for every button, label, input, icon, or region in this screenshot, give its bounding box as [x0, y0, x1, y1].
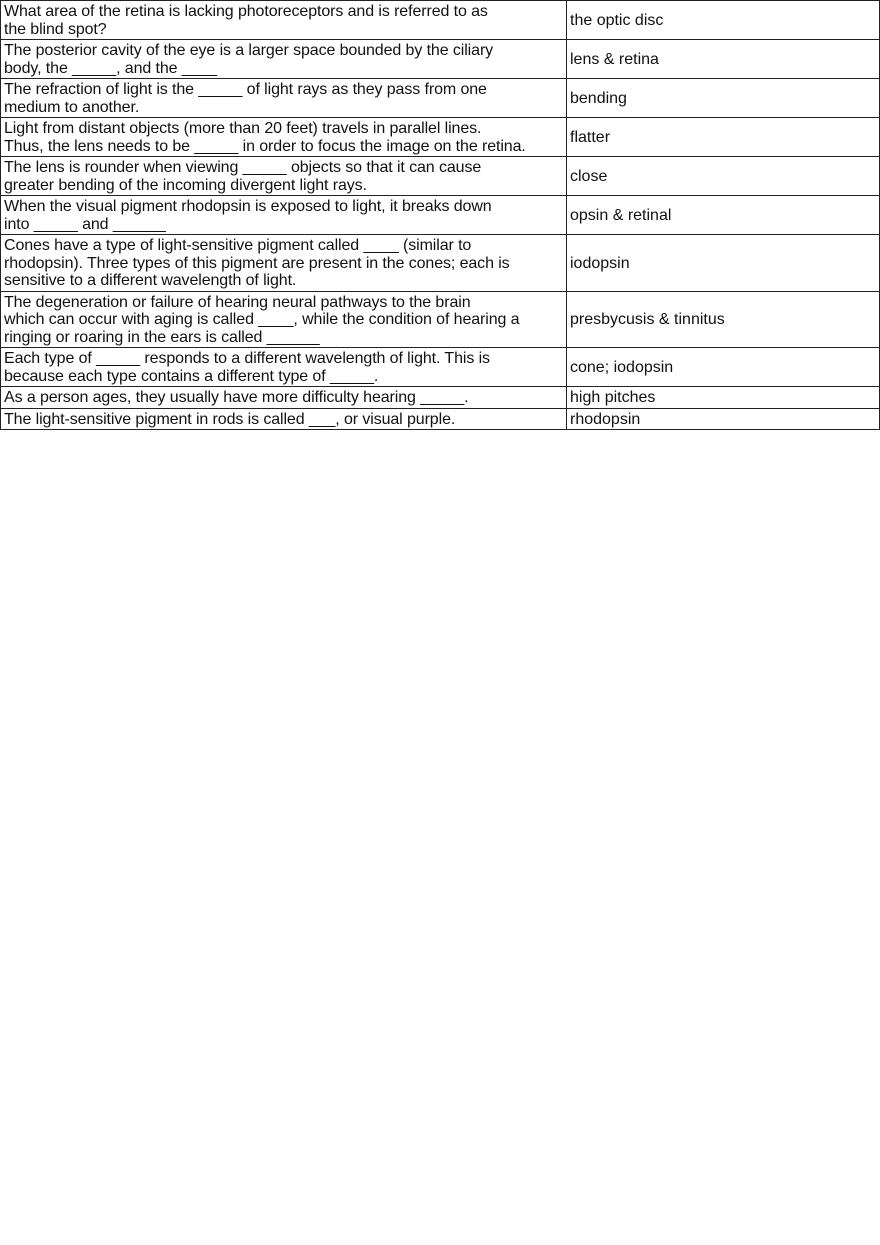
answer-cell: iodopsin	[567, 235, 880, 292]
question-cell: Cones have a type of light-sensitive pigment called ____ (similar to rhodopsin). Three types of this pigment are present in the cones; each is sensitive to a different wavelength of light.	[1, 235, 567, 292]
answer-cell: lens & retina	[567, 40, 880, 79]
table-row	[1, 196, 880, 235]
question-cell: The posterior cavity of the eye is a larger space bounded by the ciliary body, the _____, and the ____	[1, 40, 567, 79]
question-cell: What area of the retina is lacking photoreceptors and is referred to as the blind spot?	[1, 1, 567, 40]
table-row	[1, 235, 880, 292]
answer-cell: close	[567, 157, 880, 196]
table-row	[1, 1, 880, 40]
answer-cell: cone; iodopsin	[567, 348, 880, 387]
question-cell: The degeneration or failure of hearing neural pathways to the brain which can occur with aging is called ____, while the condition of hearing a ringing or roaring in the ears is called ______	[1, 291, 567, 348]
question-cell: The lens is rounder when viewing _____ objects so that it can cause greater bending of the incoming divergent light rays.	[1, 157, 567, 196]
answer-cell: the optic disc	[567, 1, 880, 40]
question-cell: The refraction of light is the _____ of light rays as they pass from one medium to another.	[1, 79, 567, 118]
answer-cell: rhodopsin	[567, 408, 880, 430]
table-row	[1, 291, 880, 348]
question-cell: The light-sensitive pigment in rods is called ___, or visual purple.	[1, 408, 567, 430]
table-row	[1, 348, 880, 387]
table-row	[1, 408, 880, 430]
question-cell: Light from distant objects (more than 20 feet) travels in parallel lines. Thus, the lens needs to be _____ in order to focus the image on the retina.	[1, 118, 567, 157]
answer-cell: high pitches	[567, 387, 880, 409]
table-body	[1, 1, 880, 430]
question-cell: Each type of _____ responds to a different wavelength of light. This is because each type contains a different type of _____.	[1, 348, 567, 387]
answer-cell: opsin & retinal	[567, 196, 880, 235]
flashcard-table	[0, 0, 880, 430]
table-row	[1, 40, 880, 79]
answer-cell: flatter	[567, 118, 880, 157]
table-row	[1, 387, 880, 409]
question-cell: When the visual pigment rhodopsin is exposed to light, it breaks down into _____ and ______	[1, 196, 567, 235]
table-row	[1, 79, 880, 118]
answer-cell: presbycusis & tinnitus	[567, 291, 880, 348]
table-row	[1, 157, 880, 196]
answer-cell: bending	[567, 79, 880, 118]
table-row	[1, 118, 880, 157]
question-cell: As a person ages, they usually have more difficulty hearing _____.	[1, 387, 567, 409]
